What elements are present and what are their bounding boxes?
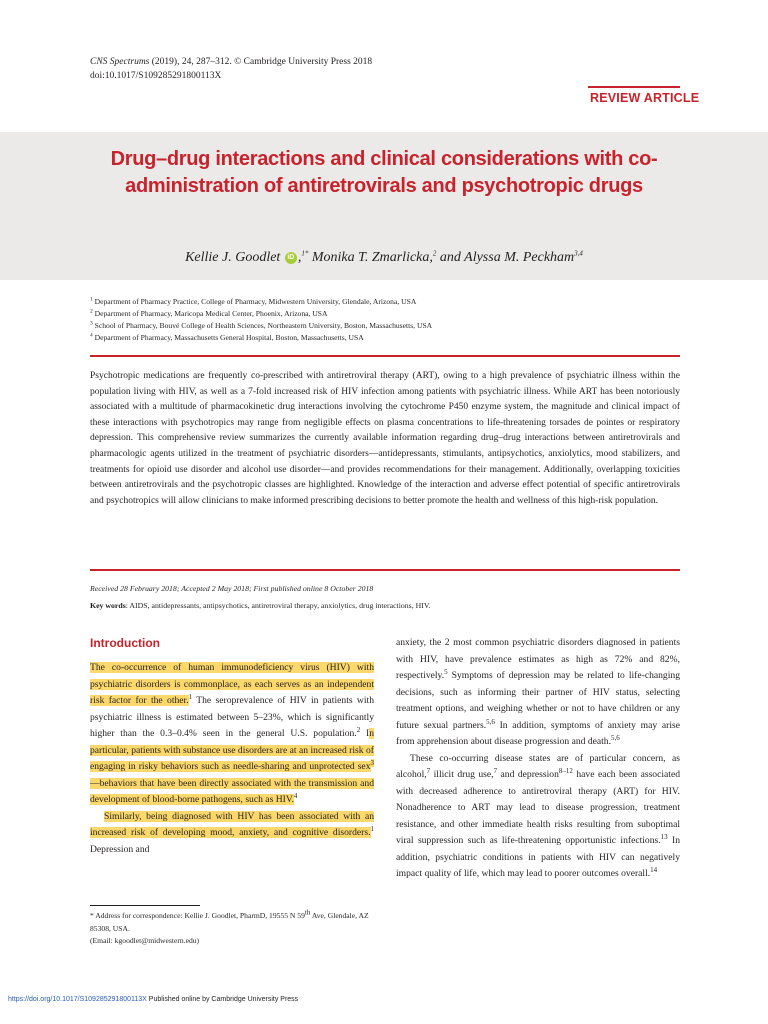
journal-citation (90, 55, 372, 83)
footnote-text: * Address for correspondence: Kellie J. Goodlet, PharmD, 19555 N 59 (90, 911, 305, 920)
affiliations (90, 296, 432, 344)
doi-link[interactable]: https://doi.org/10.1017/S109285291800113X (8, 996, 147, 1003)
highlighted-text: The co-occurrence of human immunodeficiency virus (HIV) with psychiatric disorders is commonplace, as each serves as an independent risk factor for the other. (90, 662, 374, 706)
body-text: I (360, 728, 370, 739)
body-text: and depression (497, 769, 559, 780)
keywords (90, 601, 430, 610)
article-type-rule (588, 86, 680, 88)
author-2: Monika T. Zmarlicka, (311, 250, 433, 265)
affiliation-num: 1 (90, 296, 93, 303)
body-text: illicit drug use, (430, 769, 494, 780)
reference[interactable]: 2 (356, 725, 361, 734)
reference[interactable]: 14 (650, 865, 658, 874)
reference[interactable]: 5,6 (486, 717, 495, 726)
section-heading-introduction: Introduction (90, 636, 160, 650)
article-type-label: REVIEW ARTICLE (590, 91, 700, 105)
orcid-icon[interactable]: iD (285, 252, 297, 264)
highlighted-text: —behaviors that have been directly associated with the transmission and development of blood-borne pathogens, such as HIV. (90, 777, 374, 805)
highlighted-text: Similarly, being diagnosed with HIV has been associated with an increased risk of developing mood, anxiety, and cognitive disorders. (90, 810, 374, 838)
author-3: and Alyssa M. Peckham (439, 250, 575, 265)
author-1-affil: 1* (301, 249, 309, 258)
affiliation-text: Department of Pharmacy, Massachusetts General Hospital, Boston, Massachusetts, USA (94, 333, 364, 342)
body-text: The seroprevalence of HIV in patients with psychiatric illness is estimated between 5–23%, which is significantly higher than the 0.3–0.4% seen in the general U.S. population. (90, 695, 374, 739)
footnote-text: Ave, Glendale, AZ 85308, USA. (90, 911, 369, 933)
correspondence-footnote (90, 910, 374, 948)
reference[interactable]: 7 (493, 766, 498, 775)
reference[interactable]: 7 (426, 766, 431, 775)
body-column-left (90, 660, 374, 858)
footnote-rule (90, 905, 200, 906)
doi: doi:10.1017/S109285291800113X (90, 71, 222, 81)
highlighted-text: n particular, patients with substance use disorders are at an increased risk of engaging in risky behaviors such as needle-sharing and unprotected sex (90, 728, 374, 772)
affiliation-text: Department of Pharmacy, Maricopa Medical Center, Phoenix, Arizona, USA (94, 309, 328, 318)
body-text: These co-occurring disease states are of particular concern, as alcohol, (396, 752, 680, 780)
author-3-affil: 3,4 (574, 249, 583, 258)
author-list: Kellie J. Goodlet iD ,$^{1*}$ Monika T. Zmarlicka,$^2$ and Alyssa M. Peckham$^{3,4}$ (185, 249, 583, 265)
body-text: In addition, symptoms of anxiety may arise from apprehension about disease progression and death. (396, 719, 680, 747)
author-1[interactable]: Kellie J. Goodlet (185, 250, 281, 265)
body-text: have each been associated with decreased adherence to antiretroviral therapy (ART) for HIV. Nonadherence to ART may lead to disease progression, treatment resistance, and other immediate health risks resulting from suboptimal viral suppression such as life-threatening opportunistic infections. (396, 769, 681, 846)
body-text: In addition, psychiatric conditions in patients with HIV can negatively impact quality of life, which may lead to poorer outcomes overall. (396, 835, 681, 879)
affiliation (90, 296, 432, 308)
paragraph (396, 751, 680, 883)
paragraph (396, 635, 680, 751)
reference[interactable]: 1 (188, 692, 193, 701)
paragraph (90, 660, 374, 809)
body-text: Symptoms of depression may be related to life-changing decisions, such as informing their partner of HIV status, selecting treatment options, and weighing whether or not to have children or any future sexual partners. (396, 670, 680, 731)
affiliation-text: School of Pharmacy, Bouvé College of Health Sciences, Northeastern University, Boston, Massachusetts, USA (94, 321, 433, 330)
reference[interactable]: 5,6 (611, 733, 620, 742)
abstract: Psychotropic medications are frequently co-prescribed with antiretroviral therapy (ART), owing to a high prevalence of psychiatric illness within the population living with HIV, as well as a 7-fold increased risk of HIV infection among patients with psychiatric illness. While ART has been notoriously associated with a multitude of pharmacokinetic drug interactions involving the cytochrome P450 enzyme system, the magnitude and clinical impact of these interactions with psychotropics may range from negligible effects on plasma concentrations to life-threatening torsades de pointes or respiratory depression. This comprehensive review summarizes the currently available information regarding drug–drug interactions between antiretrovirals and pharmacologic agents utilized in the treatment of psychiatric disorders—antidepressants, stimulants, antipsychotics, anxiolytics, mood stabilizers, and treatments for opioid use disorder and alcohol use disorder—and provides recommendations for their management. Additionally, overlapping toxicities between antiretrovirals and the psychotropic classes are highlighted. Knowledge of the interaction and adverse effect potential of specific antiretrovirals and psychotropics will allow clinicians to make informed prescribing decisions to better promote the health and wellness of this high-risk population. (90, 371, 680, 506)
abstract-bottom-rule (90, 569, 680, 571)
received-dates: Received 28 February 2018; Accepted 2 May 2018; First published online 8 October 2018 (90, 584, 374, 593)
footer-text: Published online by Cambridge University Press (146, 996, 299, 1003)
keywords-label: Key words (90, 601, 126, 610)
reference[interactable]: 13 (660, 832, 668, 841)
journal-name: CNS Spectrums (90, 57, 150, 67)
body-text: anxiety, the 2 most common psychiatric disorders diagnosed in patients with HIV, have prevalence estimates as high as 72% and 82%, respectively. (396, 637, 680, 681)
footnote-sup: th (304, 908, 311, 917)
affiliation (90, 308, 432, 320)
affiliation-num: 2 (90, 308, 93, 315)
body-text: Depression and (90, 843, 150, 855)
body-column-right (396, 635, 680, 883)
affiliation-text: Department of Pharmacy Practice, College of Pharmacy, Midwestern University, Glendale, Arizona, USA (94, 297, 417, 306)
affiliation (90, 320, 432, 332)
reference[interactable]: 4 (293, 791, 298, 800)
keywords-list: : AIDS, antidepressants, antipsychotics, antiretroviral therapy, anxiolytics, drug interactions, HIV. (125, 601, 431, 610)
reference[interactable]: 8–12 (558, 766, 573, 775)
affiliation (90, 332, 432, 344)
citation-details: (2019), 24, 287–312. © Cambridge University Press 2018 (149, 57, 373, 67)
reference[interactable]: 3 (370, 758, 374, 767)
correspondence-email: (Email: kgoodlet@midwestern.edu) (90, 936, 200, 945)
author-2-affil: 2 (432, 249, 437, 258)
affiliation-num: 4 (90, 332, 93, 339)
abstract-top-rule (90, 355, 680, 357)
affiliation-num: 3 (90, 320, 93, 327)
reference[interactable]: 1 (370, 824, 374, 833)
paragraph (90, 809, 374, 859)
footer (8, 996, 298, 1003)
article-title: Drug–drug interactions and clinical considerations with co-administration of antiretrovirals and psychotropic drugs (110, 148, 658, 197)
reference[interactable]: 5 (444, 667, 448, 676)
